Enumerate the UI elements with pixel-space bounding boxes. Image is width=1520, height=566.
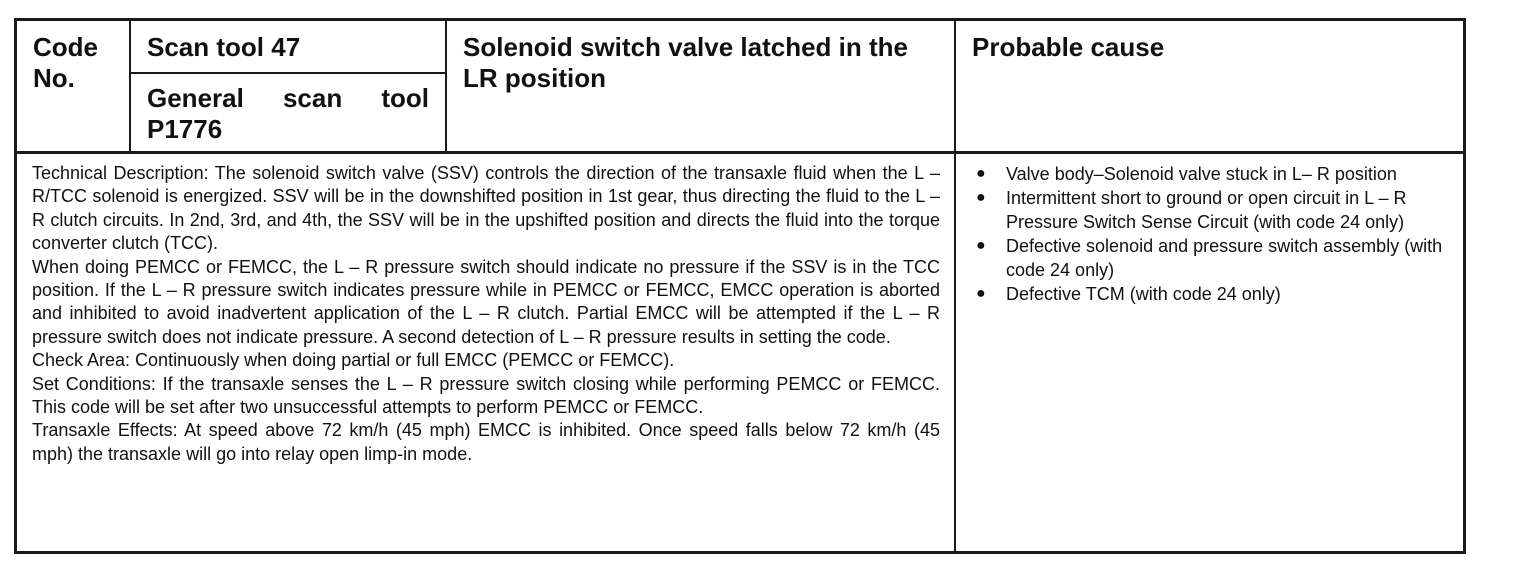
code-column-divider	[129, 18, 131, 152]
description-paragraph: When doing PEMCC or FEMCC, the L – R pressure switch should indicate no pressure if the SSV is in the TCC position. If the L – R pressure switch indicates pressure while in PEMCC or FEMCC, EMCC operation is aborted and inhibited to avoid inadvertent application of the L – R clutch. Partial EMCC will be attempted if the L – R pressure switch does not indicate pressure. A second detection of L – R pressure results in setting the code.	[32, 256, 940, 347]
cause-column-divider	[954, 18, 956, 554]
cause-text: Defective TCM (with code 24 only)	[1006, 284, 1281, 304]
probable-cause-heading: Probable cause	[972, 32, 1165, 62]
bullet-icon: ●	[976, 165, 986, 182]
scan-tool-split-rule	[130, 72, 445, 74]
list-item	[968, 162, 1448, 186]
code-no-heading: Code No.	[33, 32, 98, 93]
scan-tool-47-label: Scan tool 47	[147, 32, 301, 62]
description-paragraph: Transaxle Effects: At speed above 72 km/h (45 mph) EMCC is inhibited. Once speed falls below 72 km/h (45 mph) the transaxle will go into relay open limp-in mode.	[32, 420, 940, 464]
description-paragraph: Set Conditions: If the transaxle senses the L – R pressure switch closing while performing PEMCC or FEMCC. This code will be set after two unsuccessful attempts to perform PEMCC or FEMCC.	[32, 373, 940, 418]
description-paragraph: Check Area: Continuously when doing partial or full EMCC (PEMCC or FEMCC).	[32, 350, 675, 371]
cause-text: Intermittent short to ground or open circuit in L – R Pressure Switch Sense Circuit (with code 24 only)	[1006, 188, 1407, 232]
general-scan-tool-label: General scan tool P1776	[147, 83, 429, 144]
header-bottom-rule	[14, 151, 1466, 154]
list-item	[968, 282, 1448, 306]
cause-text: Valve body–Solenoid valve stuck in L– R position	[1006, 164, 1397, 184]
technical-description	[32, 162, 940, 466]
description-paragraph: Technical Description: The solenoid switch valve (SSV) controls the direction of the transaxle fluid when the L – R/TCC solenoid is energized. SSV will be in the downshifted position in 1st gear, thus directing the fluid to the L – R clutch circuits. In 2nd, 3rd, and 4th, the SSV will be in the upshifted position and directs the fluid into the torque converter clutch (TCC).	[32, 163, 940, 254]
probable-cause-list	[968, 162, 1448, 306]
cause-text: Defective solenoid and pressure switch assembly (with code 24 only)	[1006, 236, 1443, 280]
bullet-icon: ●	[976, 189, 986, 206]
scan-tool-column-divider	[445, 18, 447, 152]
bullet-icon: ●	[976, 285, 986, 302]
fault-title: Solenoid switch valve latched in the LR position	[463, 32, 908, 93]
list-item	[968, 186, 1448, 234]
bullet-icon: ●	[976, 237, 986, 254]
list-item	[968, 234, 1448, 282]
